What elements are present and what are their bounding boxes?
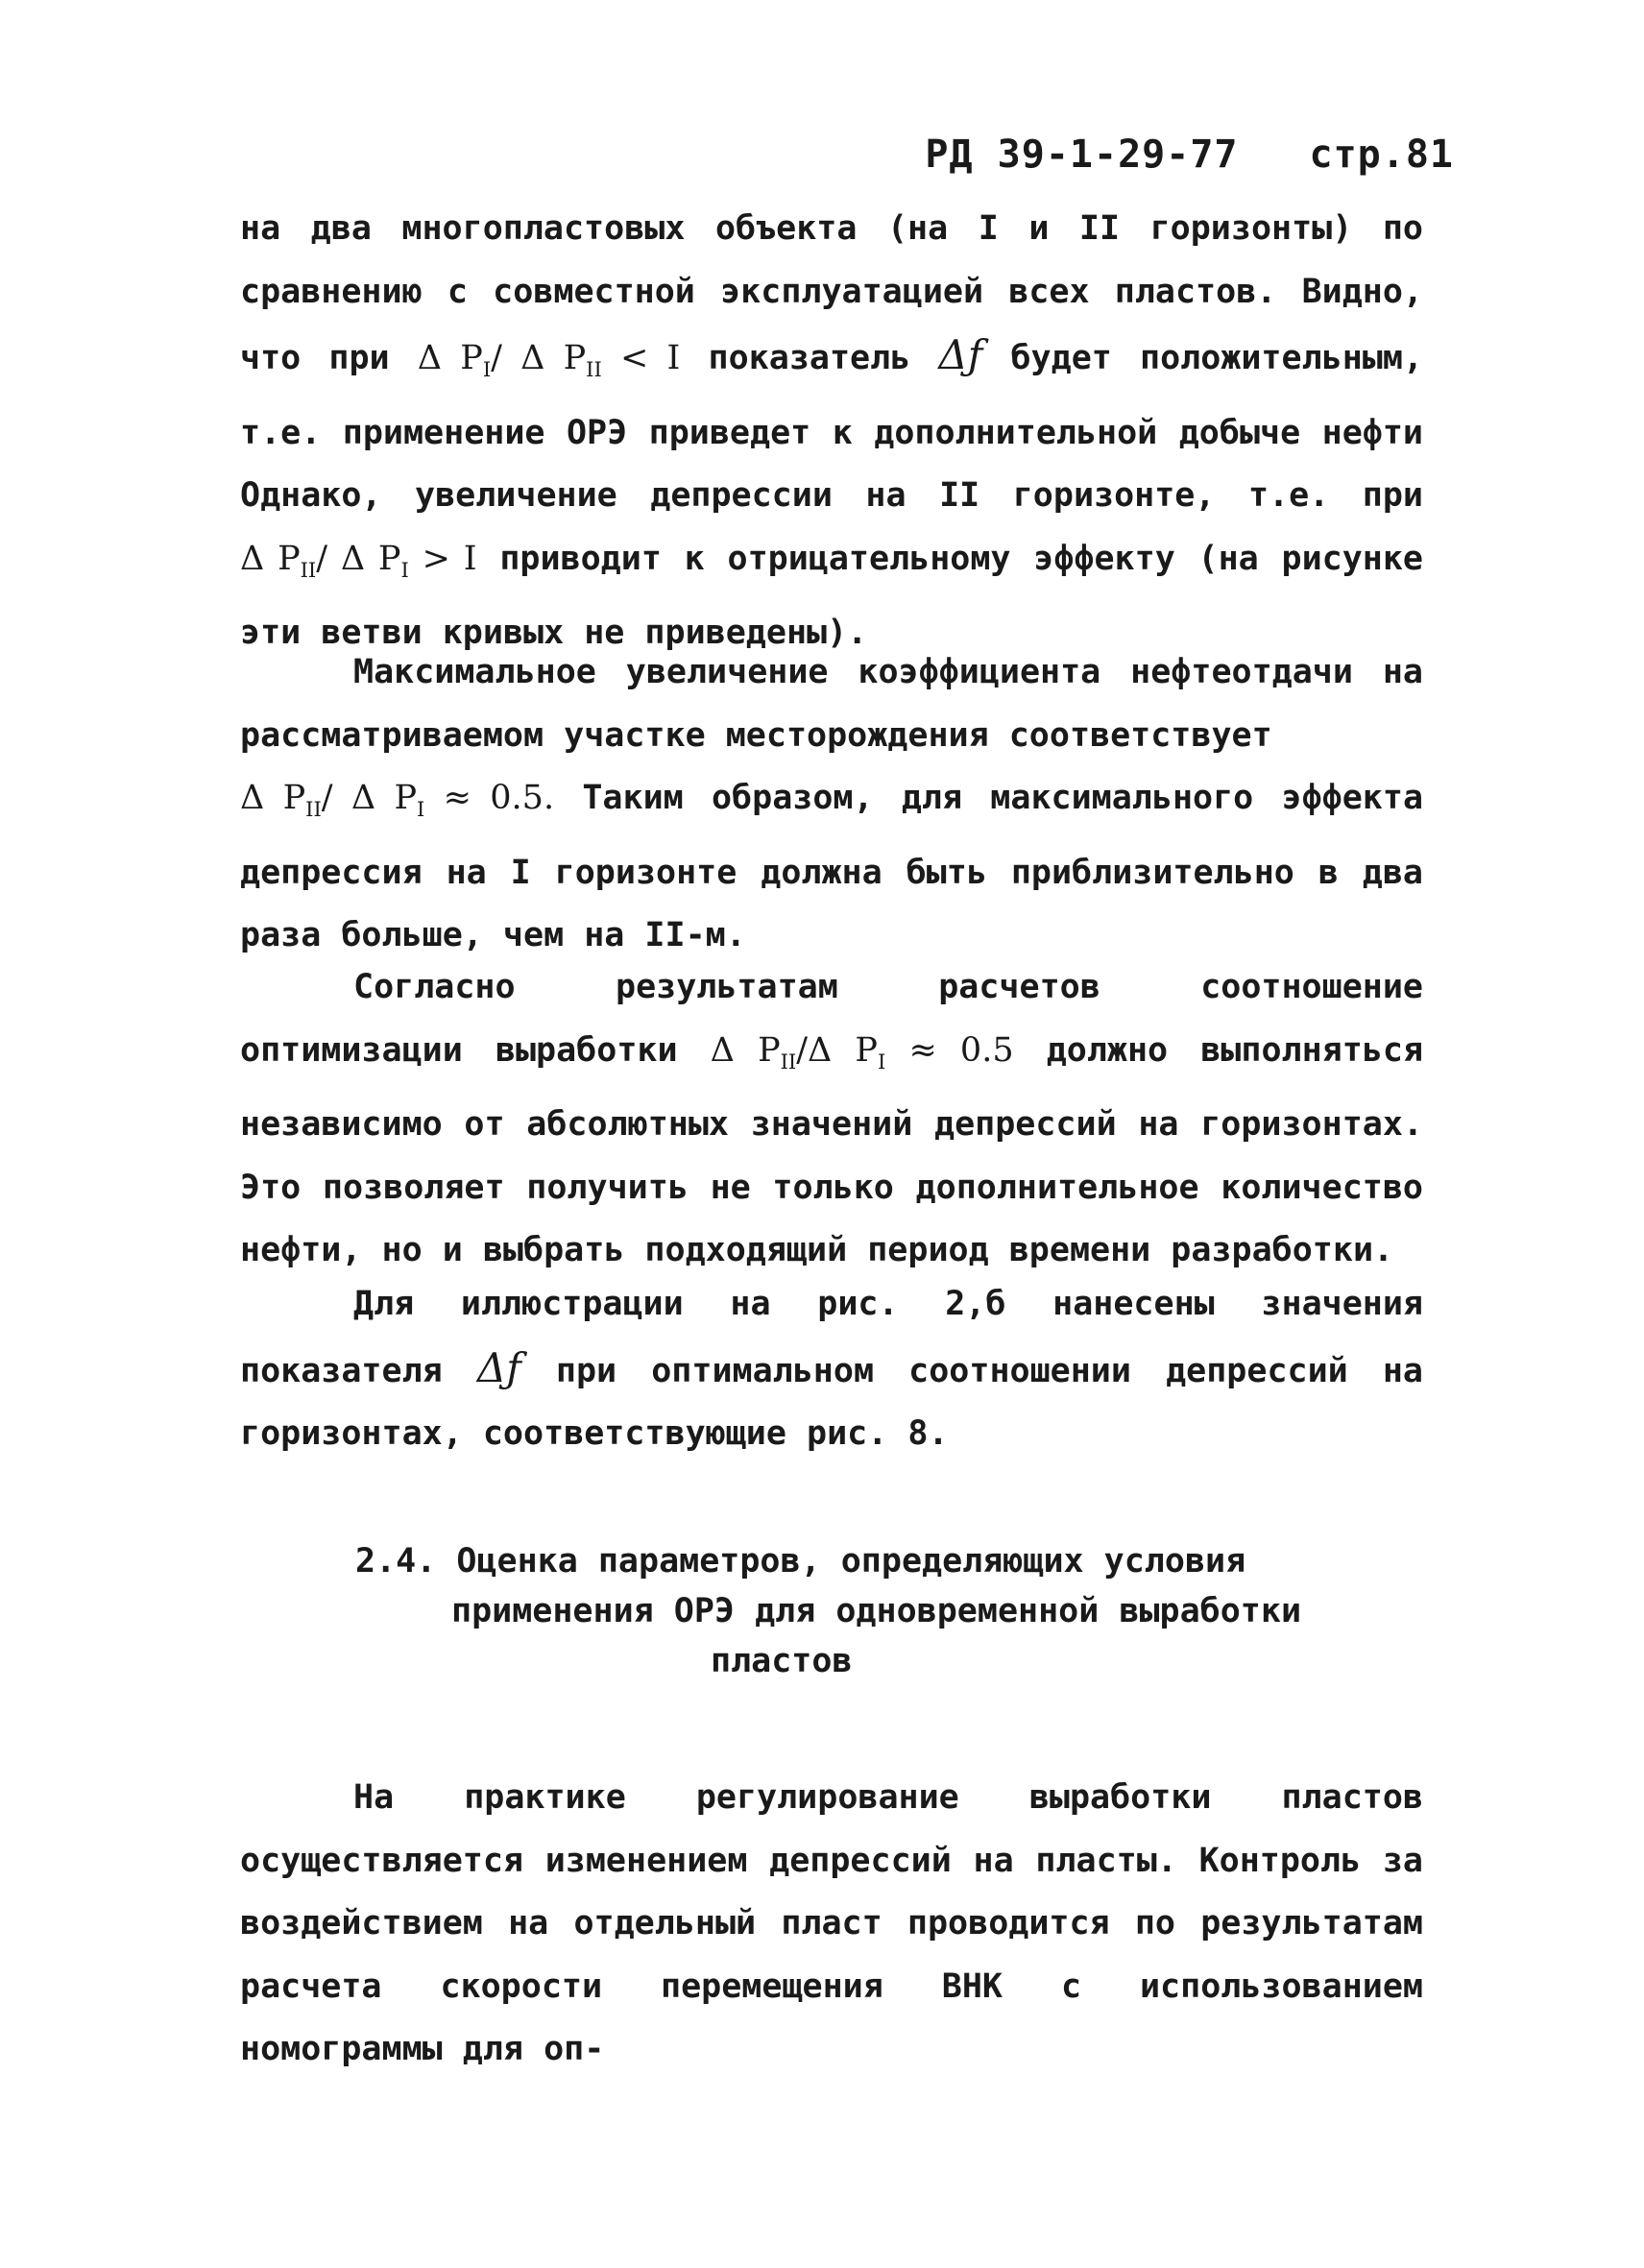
formula-pressure-ratio-1: Δ $P_I/$ Δ $P_{II} < I$ bbox=[417, 339, 681, 381]
page-header bbox=[925, 133, 1454, 177]
paragraph-5: На практике регулирование выработки пластов осуществляется изменением депрессий на пласты. Контроль за воздействием на отдельный пласт проводится по результатам расчета скорости перемещения ВНК с использованием номограммы для оп- bbox=[240, 1778, 1423, 2068]
formula-pressure-ratio-3: Δ $P_{II}/$ Δ $P_I \approx 0.5$. bbox=[240, 779, 555, 821]
page-number: стр.81 bbox=[1309, 133, 1454, 177]
paragraph-1-text-c: будет положительным, т.е. применение ОРЭ приведет к дополнительной добыче нефти Однако, увеличение депрессии на II горизонте, т.е. при bbox=[240, 339, 1424, 515]
paragraph-1 bbox=[240, 198, 1423, 665]
section-heading-line-3: пластов bbox=[711, 1642, 853, 1680]
paragraph-3-text-b: должно выполняться независимо от абсолютных значений депрессий на горизонтах. Это позволяет получить не только дополнительное количество нефти, но и выбрать подходящий период времени разработки. bbox=[240, 1030, 1424, 1269]
formula-pressure-ratio-4: Δ $P_{II}/\Delta$ $P_I \approx 0.5$ bbox=[710, 1030, 1014, 1074]
section-heading bbox=[355, 1536, 1316, 1686]
paragraph-2-text-b: Таким образом, для максимального эффекта депрессия на I горизонте должна быть приблизительно в два раза больше, чем на II-м. bbox=[240, 779, 1424, 954]
paragraph-2-text-a: Максимальное увеличение коэффициента нефтеотдачи на рассматриваемом участке месторождения соответствует bbox=[240, 653, 1423, 755]
paragraph-3 bbox=[240, 956, 1423, 1283]
formula-delta-f-1: Δƒ bbox=[938, 331, 983, 378]
formula-delta-f-2: Δƒ bbox=[476, 1343, 521, 1391]
paragraph-1-text-b: показатель bbox=[708, 339, 911, 377]
section-heading-line-2: применения ОРЭ для одновременной выработки bbox=[451, 1592, 1302, 1630]
paragraph-1-text-a: на два многопластовых объекта (на I и II горизонты) по сравнению с совместной эксплуатацией всех пластов. Видно, что при bbox=[240, 209, 1423, 377]
paragraph-4-text-a: Для иллюстрации на рис. 2,б нанесены значения показателя bbox=[240, 1285, 1423, 1390]
paragraph-1-text-d: приводит к отрицательному эффекту (на рисунке эти ветви кривых не приведены). bbox=[240, 539, 1423, 652]
document-code: РД 39-1-29-77 bbox=[925, 133, 1239, 177]
paragraph-4 bbox=[240, 1273, 1423, 1466]
paragraph-2 bbox=[240, 641, 1423, 968]
paragraph-4-text-b: при оптимальном соотношении депрессий на горизонтах, соответствующие рис. 8. bbox=[240, 1351, 1424, 1453]
formula-pressure-ratio-2: Δ $P_{II}/$ Δ $P_I > I$ bbox=[240, 539, 477, 582]
section-heading-line-1: 2.4. Оценка параметров, определяющих условия bbox=[355, 1542, 1246, 1580]
paragraph-3-text-a: Согласно результатам расчетов соотношение оптимизации выработки bbox=[240, 968, 1423, 1070]
